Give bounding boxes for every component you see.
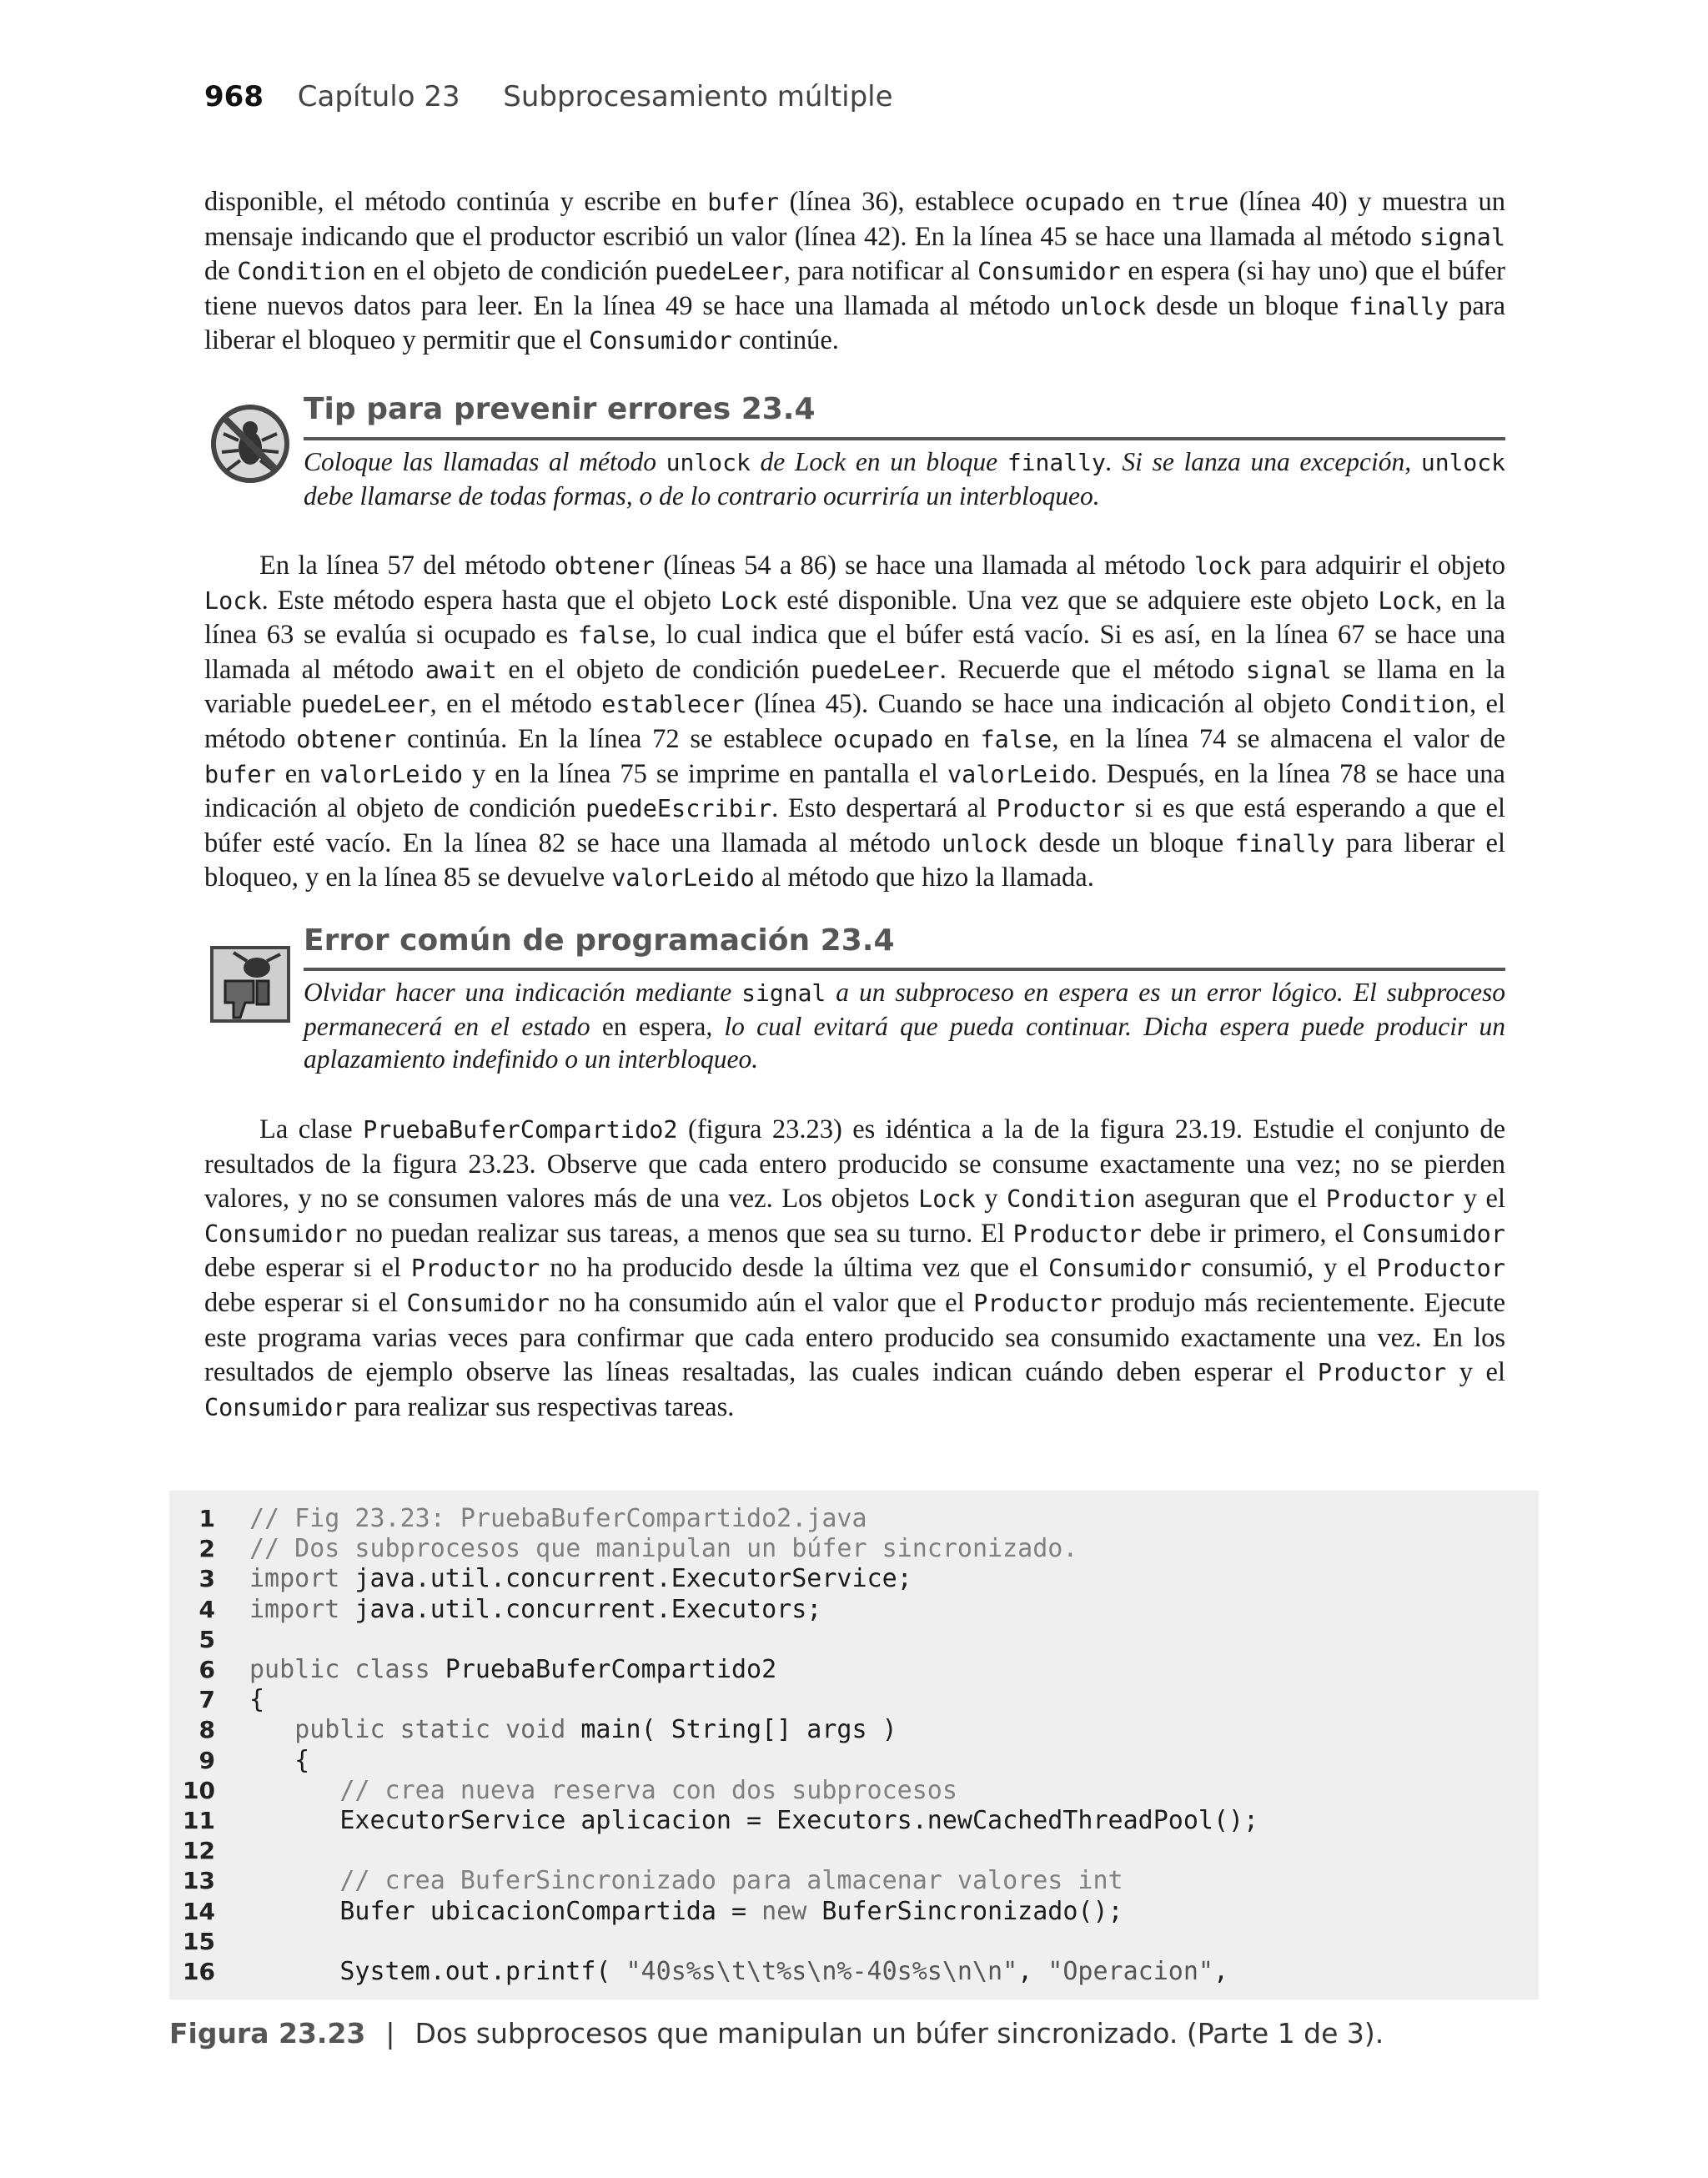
code-text bbox=[249, 1715, 897, 1745]
code-string: "Operacion" bbox=[1047, 1957, 1213, 1986]
caption-label: Figura 23.23 bbox=[169, 2017, 366, 2050]
code-token: ExecutorService aplicacion = Executors.newCachedThreadPool(); bbox=[249, 1806, 1259, 1835]
inline-code: unlock bbox=[666, 449, 751, 476]
code-listing bbox=[169, 1491, 1539, 1999]
code-text bbox=[249, 1564, 912, 1594]
inline-code: false bbox=[980, 725, 1052, 753]
code-token: java.util.concurrent.Executors; bbox=[339, 1594, 822, 1624]
inline-code: ocupado bbox=[1024, 189, 1125, 216]
chapter-label: Capítulo 23 bbox=[297, 80, 460, 113]
inline-code: Lock bbox=[204, 586, 262, 615]
inline-code: finally bbox=[1007, 449, 1106, 476]
text-run: En la línea 57 del método bbox=[259, 551, 555, 581]
text-run: disponible, el método continúa y escribe en bbox=[204, 187, 708, 217]
text-run: . Esto despertará al bbox=[771, 793, 997, 824]
code-comment: // Fig 23.23: PruebaBuferCompartido2.java bbox=[249, 1504, 867, 1533]
inline-code: puedeEscribir bbox=[585, 795, 772, 823]
inline-code: Productor bbox=[1012, 1220, 1143, 1248]
line-number: 5 bbox=[198, 1625, 215, 1653]
code-text bbox=[249, 1957, 1228, 1987]
text-run: en bbox=[1124, 187, 1172, 217]
text-run: no ha producido desde la última vez que el bbox=[540, 1253, 1049, 1284]
code-text bbox=[249, 1595, 821, 1625]
text-run: , el método bbox=[204, 689, 1505, 754]
text-run: en espera (si hay uno) que el búfer tiene nuevos datos para leer. En la línea 49 se hace una llamada al método bbox=[204, 256, 1505, 321]
code-token: , bbox=[1017, 1957, 1048, 1986]
code-keyword: new bbox=[761, 1896, 807, 1926]
code-comment: // Dos subprocesos que manipulan un búfer sincronizado. bbox=[249, 1534, 1078, 1564]
code-text bbox=[249, 1806, 1258, 1836]
text-run: , en la línea 74 se almacena el valor de bbox=[1052, 723, 1506, 754]
inline-code: Condition bbox=[1007, 1185, 1136, 1214]
tip-body bbox=[304, 445, 1505, 512]
page-number: 968 bbox=[204, 80, 264, 113]
inline-code: signal bbox=[741, 979, 826, 1007]
text-run: (figura 23.23) es idéntica a la de la figura 23.19. Estudie el conjunto de resultados de la figura 23.23. Observe que cada entero producido se consume exactamente una vez; no se pierden valores, y no se consumen valores más de una vez. Los objetos bbox=[204, 1114, 1505, 1215]
inline-code: Productor bbox=[1376, 1255, 1505, 1283]
text-run: , en la línea 63 se evalúa si ocupado es bbox=[204, 585, 1505, 651]
code-keyword: public static void bbox=[294, 1715, 566, 1745]
caption-text: Dos subprocesos que manipulan un búfer sincronizado. (Parte 1 de 3). bbox=[414, 2017, 1384, 2050]
inline-code: valorLeido bbox=[947, 760, 1091, 788]
text-run: , en el método bbox=[430, 689, 602, 720]
inline-code: lock bbox=[1193, 552, 1252, 580]
text-run: en bbox=[275, 758, 320, 789]
text-run: (línea 45). Cuando se hace una indicación al objeto bbox=[744, 689, 1341, 720]
text-run: en el objeto de condición bbox=[365, 256, 656, 287]
text-run: de Lock en un bloque bbox=[750, 447, 1007, 476]
paragraph-1 bbox=[204, 185, 1505, 359]
text-run: y el bbox=[1446, 1357, 1505, 1388]
inline-code: finally bbox=[1234, 829, 1335, 858]
inline-code: Productor bbox=[996, 795, 1126, 823]
inline-code: Consumidor bbox=[1362, 1220, 1505, 1248]
inline-code: puedeLeer bbox=[301, 691, 430, 719]
code-token: { bbox=[249, 1685, 265, 1715]
inline-code: await bbox=[424, 656, 497, 684]
text-run: no ha consumido aún el valor que el bbox=[550, 1287, 974, 1318]
code-comment: // crea BuferSincronizado para almacenar valores int bbox=[339, 1866, 1123, 1896]
error-rule bbox=[304, 968, 1505, 971]
line-number: 16 bbox=[183, 1958, 215, 1985]
text-run: (línea 36), establece bbox=[779, 187, 1025, 217]
text-run: desde un bloque bbox=[1146, 290, 1349, 321]
inline-code: ocupado bbox=[833, 725, 934, 753]
text-run: (línea 40) y muestra un mensaje indicando que el productor escribió un valor (línea 42). En la línea 45 se hace una llamada al método bbox=[204, 187, 1506, 252]
inline-code: bufer bbox=[707, 189, 780, 216]
line-number: 15 bbox=[183, 1927, 215, 1955]
inline-code: unlock bbox=[942, 829, 1028, 858]
inline-code: false bbox=[577, 621, 650, 650]
error-title: Error común de programación 23.4 bbox=[304, 923, 895, 958]
text-run: y el bbox=[1454, 1184, 1505, 1215]
error-body bbox=[304, 976, 1505, 1076]
code-text bbox=[249, 1897, 1123, 1927]
code-token bbox=[249, 1776, 339, 1805]
line-number: 3 bbox=[198, 1565, 215, 1593]
inline-code: true bbox=[1171, 189, 1229, 216]
code-token: , bbox=[1213, 1957, 1229, 1986]
text-run: en bbox=[933, 723, 981, 754]
inline-code: finally bbox=[1349, 292, 1449, 320]
inline-code: Productor bbox=[1317, 1359, 1447, 1387]
figure-caption bbox=[169, 2017, 1384, 2050]
code-text bbox=[249, 1655, 776, 1685]
text-run: . Después, en la línea 78 se hace una indicación al objeto de condición bbox=[204, 758, 1505, 824]
inline-code: PruebaBuferCompartido2 bbox=[363, 1116, 678, 1144]
text-run: si es que está esperando a que el búfer esté vacío. En la línea 82 se hace una llamada al método bbox=[204, 793, 1505, 858]
text-run: (líneas 54 a 86) se hace una llamada al método bbox=[654, 551, 1194, 581]
paragraph-3 bbox=[204, 1113, 1505, 1425]
code-token: Bufer ubicacionCompartida = bbox=[249, 1896, 762, 1926]
text-run: de bbox=[204, 256, 238, 287]
text-run: para adquirir el objeto bbox=[1251, 551, 1506, 581]
text-run: Coloque las llamadas al método bbox=[304, 447, 666, 476]
inline-code: Productor bbox=[410, 1255, 540, 1283]
inline-code: Consumidor bbox=[204, 1393, 348, 1421]
line-number: 9 bbox=[198, 1746, 215, 1774]
line-number: 1 bbox=[198, 1505, 215, 1532]
line-number: 14 bbox=[183, 1897, 215, 1925]
inline-code: Consumidor bbox=[204, 1220, 348, 1248]
paragraph-2 bbox=[204, 549, 1505, 896]
inline-code: Consumidor bbox=[977, 258, 1121, 286]
thumbs-down-bug-icon bbox=[208, 943, 292, 1026]
text-run: . Este método espera hasta que el objeto bbox=[261, 585, 721, 616]
code-token: main( String[] args ) bbox=[565, 1715, 897, 1745]
running-head bbox=[204, 80, 893, 113]
code-keyword: import bbox=[249, 1594, 340, 1624]
line-number: 13 bbox=[183, 1867, 215, 1895]
line-number: 12 bbox=[183, 1837, 215, 1865]
text-run: y en la línea 75 se imprime en pantalla el bbox=[463, 758, 947, 789]
text-run: , lo cual evitará que pueda continuar. Dicha espera puede producir un aplazamiento indefinido o un interbloqueo. bbox=[304, 1011, 1505, 1074]
text-run: a un subproceso en espera es un error lógico. El subproceso permanecerá en el estado bbox=[304, 978, 1505, 1041]
inline-code: obtener bbox=[554, 552, 655, 580]
caption-separator: | bbox=[385, 2017, 395, 2050]
text-run: continúe. bbox=[731, 325, 839, 356]
text-run: , lo cual indica que el búfer está vacío. Si es así, en la línea 67 se hace una llamada al método bbox=[204, 620, 1505, 685]
tip-title: Tip para prevenir errores 23.4 bbox=[304, 392, 816, 426]
inline-code: establecer bbox=[601, 691, 745, 719]
roman-text: en espera bbox=[601, 1011, 706, 1041]
line-number: 11 bbox=[183, 1807, 215, 1834]
text-run: en el objeto de condición bbox=[496, 654, 811, 685]
inline-code: bufer bbox=[204, 760, 276, 788]
text-run: La clase bbox=[259, 1114, 364, 1144]
tip-rule bbox=[304, 437, 1505, 440]
code-token: PruebaBuferCompartido2 bbox=[430, 1655, 777, 1684]
text-run: para liberar el bloqueo, y en la línea 85 se devuelve bbox=[204, 827, 1506, 893]
text-run: aseguran que el bbox=[1135, 1184, 1326, 1215]
code-text bbox=[249, 1685, 264, 1715]
inline-code: Consumidor bbox=[1048, 1255, 1192, 1283]
inline-code: Condition bbox=[1340, 691, 1469, 719]
line-number: 4 bbox=[198, 1595, 215, 1623]
code-token: System.out.printf( bbox=[249, 1957, 626, 1986]
inline-code: valorLeido bbox=[611, 864, 755, 893]
code-keyword: public class bbox=[249, 1655, 430, 1684]
text-run: y bbox=[975, 1184, 1007, 1215]
text-run: produjo más recientemente. Ejecute este programa varias veces para confirmar que cada entero producido sea consumido exactamente una vez. En los resultados de ejemplo observe las líneas resaltadas, las cuales indican cuándo deben esperar el bbox=[204, 1287, 1505, 1388]
code-comment: // crea nueva reserva con dos subprocesos bbox=[339, 1775, 957, 1805]
text-run: . Si se lanza una excepción, bbox=[1105, 447, 1421, 476]
text-run: no puedan realizar sus tareas, a menos que sea su turno. El bbox=[347, 1218, 1013, 1249]
text-run: debe llamarse de todas formas, o de lo contrario ocurriría un interbloqueo. bbox=[304, 480, 1100, 511]
code-token bbox=[249, 1715, 294, 1744]
inline-code: valorLeido bbox=[319, 760, 464, 788]
code-text bbox=[249, 1534, 1078, 1564]
line-number: 7 bbox=[198, 1686, 215, 1714]
inline-code: Condition bbox=[237, 258, 366, 286]
line-number: 8 bbox=[198, 1716, 215, 1744]
bug-prohibited-icon bbox=[208, 402, 292, 485]
inline-code: obtener bbox=[296, 725, 397, 753]
text-run: Olvidar hacer una indicación mediante bbox=[304, 978, 742, 1007]
text-run: consumió, y el bbox=[1191, 1253, 1377, 1284]
text-run: al método que hizo la llamada. bbox=[754, 863, 1094, 893]
text-run: , para notificar al bbox=[783, 256, 978, 287]
text-run: debe ir primero, el bbox=[1142, 1218, 1363, 1249]
inline-code: signal bbox=[1419, 223, 1505, 251]
code-keyword: import bbox=[249, 1564, 340, 1594]
code-text bbox=[249, 1776, 957, 1806]
text-run: para realizar sus respectivas tareas. bbox=[347, 1391, 735, 1422]
code-token: BuferSincronizado(); bbox=[806, 1896, 1123, 1926]
inline-code: unlock bbox=[1420, 449, 1505, 476]
inline-code: Lock bbox=[1378, 586, 1435, 615]
text-run: . Recuerde que el método bbox=[939, 654, 1246, 685]
text-run: continúa. En la línea 72 se establece bbox=[396, 723, 834, 754]
inline-code: Productor bbox=[973, 1289, 1103, 1317]
line-number: 2 bbox=[198, 1535, 215, 1563]
text-run: esté disponible. Una vez que se adquiere este objeto bbox=[777, 585, 1379, 616]
code-text bbox=[249, 1746, 309, 1776]
inline-code: Productor bbox=[1325, 1185, 1455, 1214]
line-number: 10 bbox=[183, 1776, 215, 1804]
inline-code: Lock bbox=[720, 586, 778, 615]
inline-code: Consumidor bbox=[406, 1289, 550, 1317]
inline-code: puedeLeer bbox=[811, 656, 940, 684]
text-run: debe esperar si el bbox=[204, 1287, 407, 1318]
code-token: java.util.concurrent.ExecutorService; bbox=[339, 1564, 912, 1594]
code-token: { bbox=[249, 1745, 310, 1775]
inline-code: puedeLeer bbox=[655, 258, 784, 286]
text-run: para liberar el bloqueo y permitir que el bbox=[204, 290, 1505, 356]
inline-code: unlock bbox=[1060, 292, 1147, 320]
code-string: "40s%s\t\t%s\n%-40s%s\n\n" bbox=[625, 1957, 1018, 1986]
code-text bbox=[249, 1504, 867, 1534]
code-token bbox=[249, 1866, 339, 1895]
chapter-title: Subprocesamiento múltiple bbox=[503, 80, 893, 113]
text-run: se llama en la variable bbox=[204, 654, 1505, 720]
text-run: desde un bloque bbox=[1027, 827, 1235, 858]
code-text bbox=[249, 1866, 1123, 1896]
line-number: 6 bbox=[198, 1656, 215, 1683]
inline-code: signal bbox=[1245, 656, 1332, 684]
inline-code: Lock bbox=[918, 1185, 976, 1214]
inline-code: Consumidor bbox=[589, 327, 732, 355]
text-run: debe esperar si el bbox=[204, 1253, 411, 1284]
